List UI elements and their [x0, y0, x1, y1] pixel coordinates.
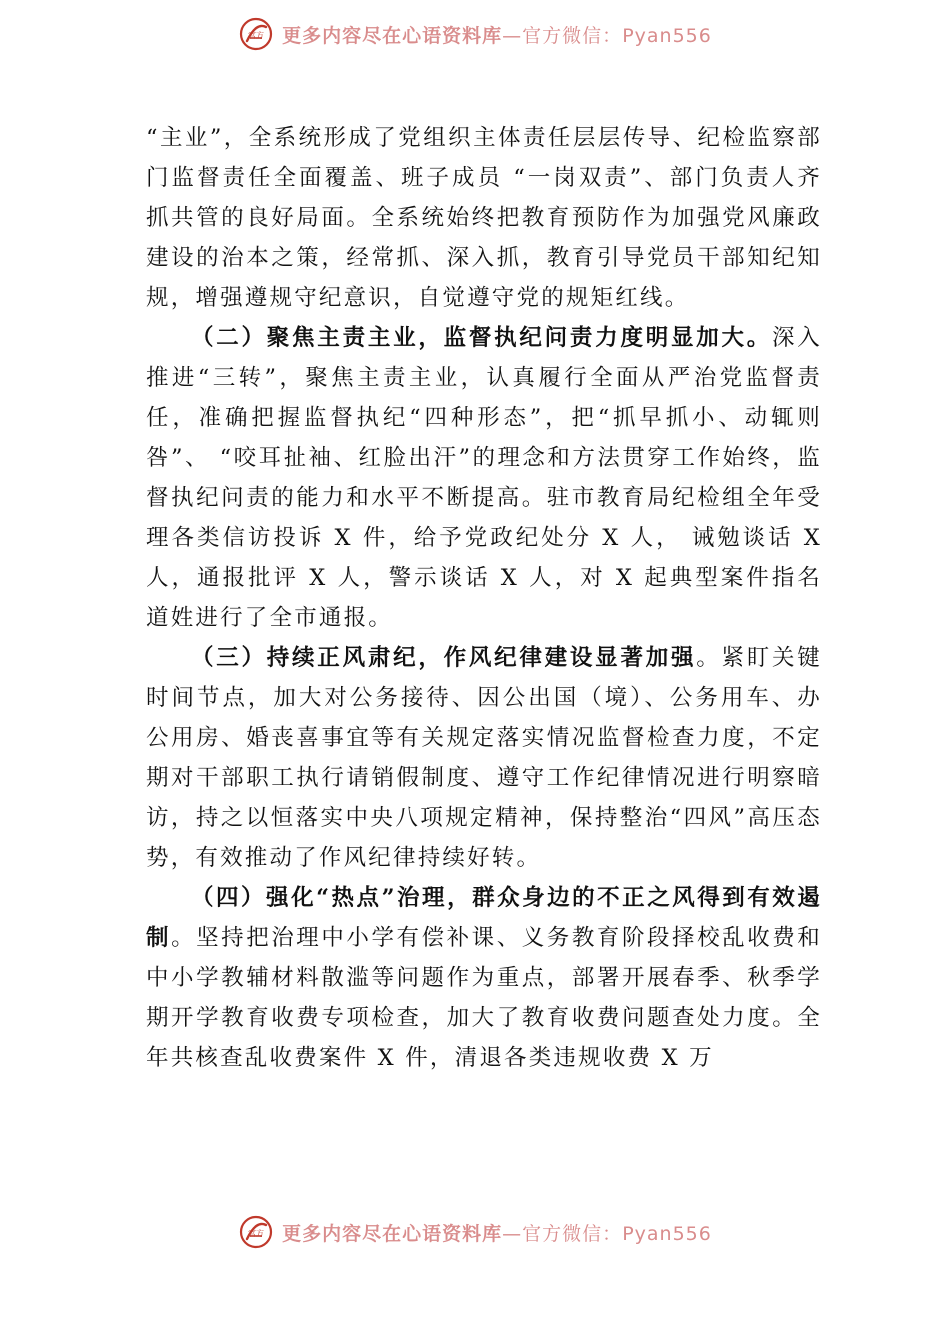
banner-wechat-label: 官方微信： — [522, 24, 623, 47]
banner-wechat-label: 官方微信： — [522, 1222, 623, 1245]
paragraph-heading: （四）强化“热点”治理，群众身边的不正之风得到有效遏制 — [146, 885, 822, 951]
paragraph-heading: （二）聚焦主责主业，监督执纪问责力度明显加大。 — [191, 325, 773, 351]
banner-separator: — — [502, 1222, 523, 1245]
paragraph-heading: （三）持续正风肃纪，作风纪律建设显著加强 — [191, 645, 697, 671]
paragraph-3 — [146, 638, 822, 878]
banner-wechat-id: Pyan556 — [622, 1222, 712, 1245]
header-banner — [0, 14, 950, 54]
banner-separator: — — [502, 24, 523, 47]
footer-banner — [0, 1212, 950, 1252]
banner-wechat-id: Pyan556 — [622, 24, 712, 47]
paragraph-4 — [146, 878, 822, 1078]
logo-text: 官方 — [248, 31, 265, 40]
paragraph-text: 。坚持把治理中小学有偿补课、义务教育阶段择校乱收费和中小学教辅材料散滥等问题作为重点，部署开展春季、秋季学期开学教育收费专项检查，加大了教育收费问题查处力度。全年共核查乱收费案件 X 件，清退各类违规收费 X 万 — [146, 925, 823, 1071]
paragraph-2 — [146, 318, 822, 638]
logo-text: 官方 — [248, 1229, 265, 1238]
banner-text — [282, 21, 712, 48]
paragraph-text: “主业”，全系统形成了党组织主体责任层层传导、纪检监察部门监督责任全面覆盖、班子成员 “一岗双责”、部门负责人齐抓共管的良好局面。全系统始终把教育预防作为加强党风廉政建设的治本之策，经常抓、深入抓，教育引导党员干部知纪知规，增强遵规守纪意识，自觉遵守党的规矩红线。 — [146, 125, 822, 311]
document-body — [146, 118, 822, 1078]
paragraph-1 — [146, 118, 822, 318]
paragraph-text: 。紧盯关键时间节点，加大对公务接待、因公出国（境）、公务用车、办公用房、婚丧喜事宜等有关规定落实情况监督检查力度，不定期对干部职工执行请销假制度、遵守工作纪律情况进行明察暗访，持之以恒落实中央八项规定精神，保持整治“四风”高压态势，有效推动了作风纪律持续好转。 — [146, 645, 822, 871]
banner-main-text: 更多内容尽在心语资料库 — [282, 24, 503, 47]
banner-text — [282, 1219, 712, 1246]
banner-main-text: 更多内容尽在心语资料库 — [282, 1222, 503, 1245]
brand-seal-icon — [238, 1214, 274, 1250]
paragraph-text: 深入推进“三转”，聚焦主责主业，认真履行全面从严治党监督责任，准确把握监督执纪“四种形态”，把“抓早抓小、动辄则咎”、 “咬耳扯袖、红脸出汗”的理念和方法贯穿工作始终，监督执纪问责的能力和水平不断提高。驻市教育局纪检组全年受理各类信访投诉 X 件，给予党政纪处分 X 人， 诫勉谈话 X 人，通报批评 X 人，警示谈话 X 人，对 X 起典型案件指名道姓进行了全市通报。 — [146, 325, 822, 631]
brand-seal-icon — [238, 16, 274, 52]
